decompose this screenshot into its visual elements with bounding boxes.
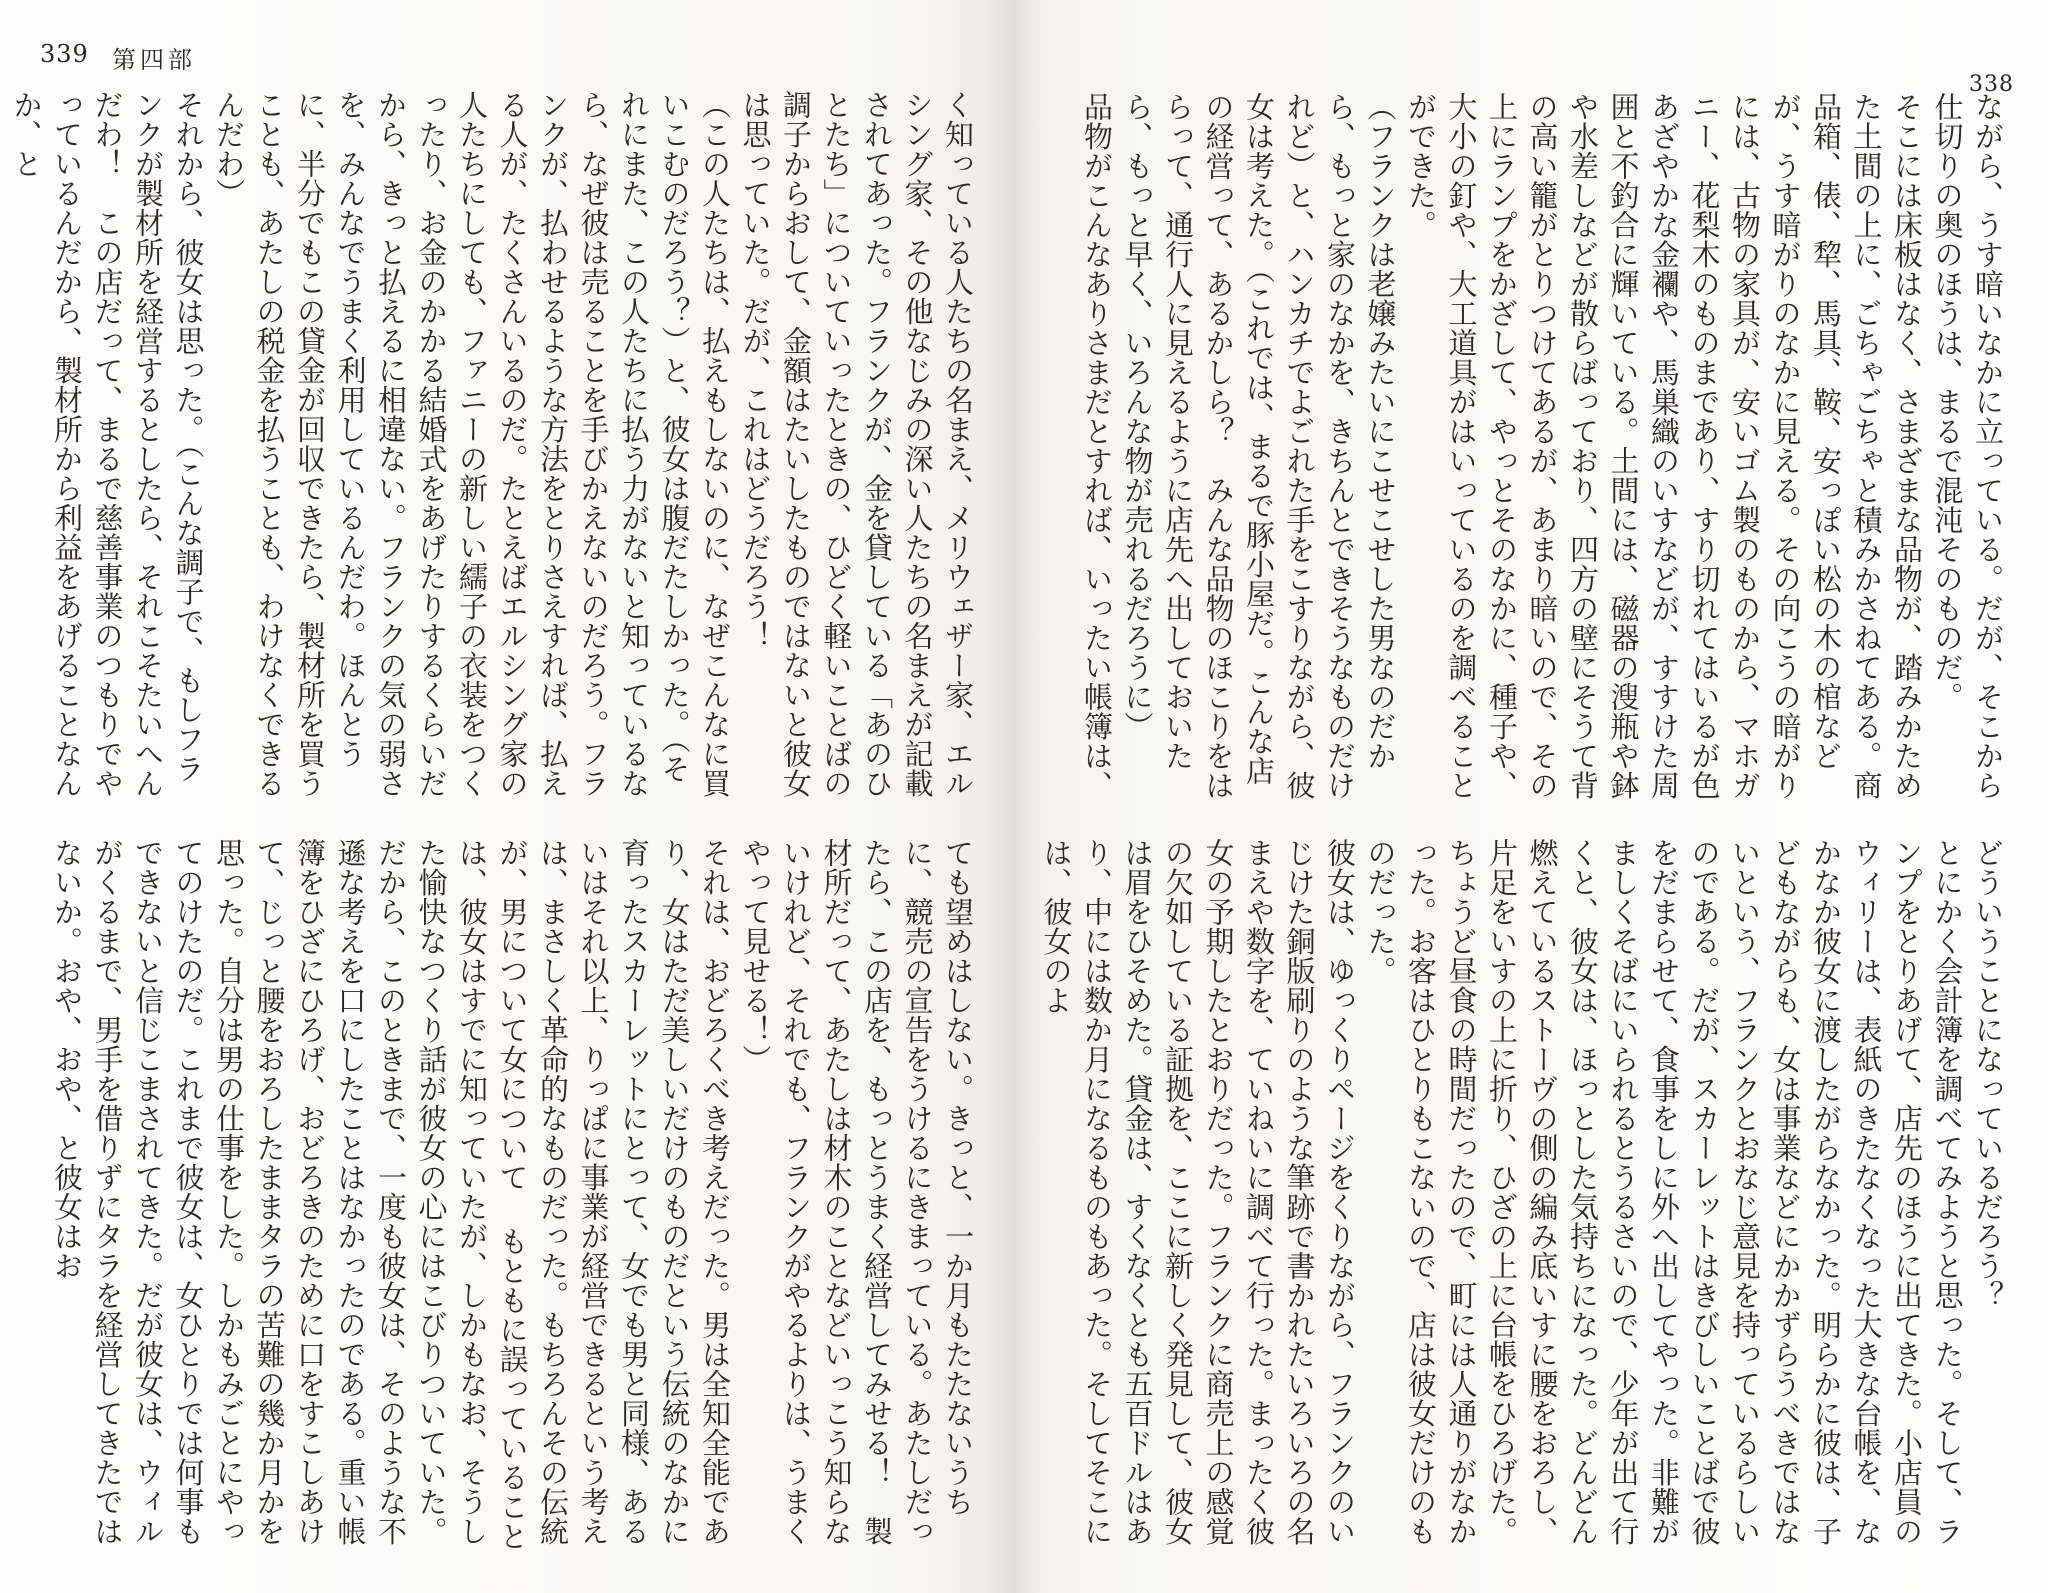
right-upper-text-block: ながら、うす暗いなかに立っている。だが、そこから仕切りの奥のほうは、まるで混沌そのものだ。 そこには床板はなく、さまざまな品物が、踏みかためた土間の上に、ごちゃごちゃと積みかさねてある。商品箱、俵、犂、馬具、鞍、安っぽい松の木の棺などが、うす暗がりのなかに見える。その向こうの暗がりには、古物の家具が、安いゴム製のものから、マホガニー、花梨木のものまであり、すり切れてはいるが色あざやかな金襴や、馬巣織のいすなどが、すすけた周囲と不釣合に輝いている。土間には、磁器の溲瓶や鉢や水差しなどが散らばっており、四方の壁にそうて背の高い籠がとりつけてあるが、あまり暗いので、その上にランプをかざして、やっとそのなかに、種子や、大小の釘や、大工道具がはいっているのを調べることができた。 （フランクは老嬢みたいにこせこせした男なのだから、もっと家のなかを、きちんとできそうなものだけれど）と、ハンカチでよごれた手をこすりながら、彼女は考えた。（これでは、まるで豚小屋だ。こんな店の経営って、あるかしら？ みんな品物のほこりをはらって、通行人に見えるように店先へ出しておいたら、もっと早く、いろんな物が売れるだろうに） 品物がこんなありさまだとすれば、いったい帳簿は、 (1080, 92, 2005, 800)
part-title: 第四部 (112, 46, 196, 74)
left-page (0, 0, 1000, 1593)
right-page-number: 338 (1969, 72, 2014, 97)
left-page-number: 339 (40, 40, 89, 68)
left-upper-text-block: く知っている人たちの名まえ、メリウェザー家、エルシング家、その他なじみの深い人たちの名まえが記載されてあった。フランクが、金を貸している「あのひとたち」についていったときの、ひどく軽いことばの調子からおして、金額はたいしたものではないと彼女は思っていた。だが、これはどうだろう！ （この人たちは、払えもしないのに、なぜこんなに買いこむのだろう？）と、彼女は腹だたしかった。（それにまた、この人たちに払う力がないと知っているなら、なぜ彼は売ることを手びかえないのだろう。フランクが、払わせるような方法をとりさえすれば、払える人が、たくさんいるのだ。たとえばエルシング家の人たちにしても、ファニーの新しい繻子の衣装をつくったり、お金のかかる結婚式をあげたりするくらいだから、きっと払えるに相違ない。フランクの気の弱さを、みんなでうまく利用しているんだわ。ほんとうに、半分でもこの貸金が回収できたら、製材所を買うことも、あたしの税金を払うことも、わけなくできるんだわ） それから、彼女は思った。（こんな調子で、もしフランクが製材所を経営するとしたら、それこそたいへんだわ！ この店だって、まるで慈善事業のつもりでやっているんだから、製材所から利益をあげることなんか、と (9, 90, 975, 798)
right-page (1024, 0, 2048, 1593)
left-lower-text-block: ても望めはしない。きっと、一か月もたたないうちに、競売の宣告をうけるにきまっている。あたしだったら、この店を、もっとうまく経営してみせる！ 製材所だって、あたしは材木のことなどいっこう知らないけれど、それでも、フランクがやるよりは、うまくやって見せる！） それは、おどろくべき考えだった。男は全知全能であり、女はただ美しいだけのものだという伝統のなかに育ったスカーレットにとって、女でも男と同様、あるいはそれ以上、りっぱに事業が経営できるという考えは、まさしく革命的なものだった。もちろんその伝統が、男について女について もともに誤っていることは、彼女はすでに知っていたが、しかもなお、そうした愉快なつくり話が彼女の心にはこびりついていた。だから、このときまで、一度も彼女は、そのような不遜な考えを口にしたことはなかったのである。重い帳簿をひざにひろげ、おどろきのために口をすこしあけて、じっと腰をおろしたままタラの苦難の幾か月かを思った。自分は男の仕事をした。しかもみごとにやってのけたのだ。これまで彼女は、女ひとりでは何事もできないと信じこまされてきた。だが彼女は、ウィルがくるまで、男手を借りずにタラを経営してきたではないか。おや、おや、と彼女はお (50, 838, 975, 1551)
right-lower-text-block: どういうことになっているだろう？ とにかく会計簿を調べてみようと思った。そして、ランプをとりあげて、店先のほうに出てきた。小店員のウィリーは、表紙のきたなくなった大きな台帳を、なかなか彼女に渡したがらなかった。明らかに彼は、子どもながらも、女は事業などにかかずらうべきではないという、フランクとおなじ意見を持っているらしいのである。だが、スカーレットはきびしいことばで彼をだまらせて、食事をしに外へ出してやった。非難がましくそばにいられるとうるさいので、少年が出て行くと、彼女は、ほっとした気持ちになった。どんどん燃えているストーヴの側の編み底いすに腰をおろし、片足をいすの上に折り、ひざの上に台帳をひろげた。ちょうど昼食の時間だったので、町には人通りがなかった。お客はひとりもこないので、店は彼女だけのものだった。 彼女は、ゆっくりページをくりながら、フランクのいじけた銅版刷りのような筆跡で書かれたいろいろの名まえや数字を、ていねいに調べて行った。まったく彼女の予期したとおりだった。フランクに商売上の感覚の欠如している証拠を、ここに新しく発見して、彼女は眉をひそめた。貸金は、すくなくとも五百ドルはあり、中には数か月になるものもあった。そしてそこには、彼女のよ (1039, 838, 2005, 1546)
